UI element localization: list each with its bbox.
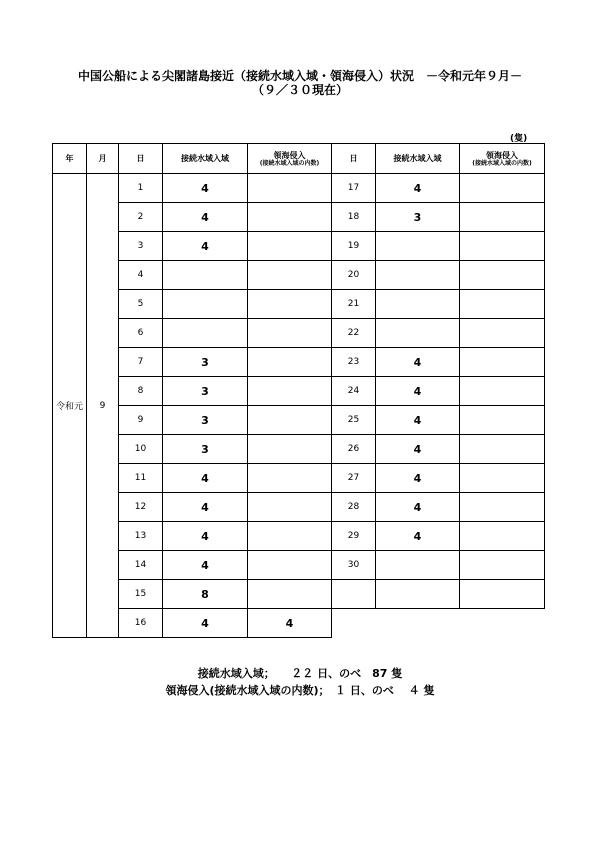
contiguous-count-cell: 3 [163, 377, 248, 406]
header-territorial-main: 領海侵入 [273, 150, 306, 160]
territorial-count-cell [248, 580, 332, 609]
header-row [53, 144, 545, 174]
day-cell [332, 580, 376, 609]
territorial-count-cell [460, 522, 545, 551]
contiguous-count-cell [163, 261, 248, 290]
contiguous-count-cell [163, 290, 248, 319]
territorial-count-cell [460, 580, 545, 609]
contiguous-count-cell: 4 [376, 174, 460, 203]
day-cell: 9 [119, 406, 163, 435]
territorial-count-cell [248, 261, 332, 290]
as-of-date: （９／３０現在） [251, 83, 348, 97]
day-cell: 5 [119, 290, 163, 319]
day-cell: 25 [332, 406, 376, 435]
day-cell: 13 [119, 522, 163, 551]
day-cell: 18 [332, 203, 376, 232]
table-row [53, 464, 545, 493]
table-row [53, 232, 545, 261]
table-row [53, 203, 545, 232]
contiguous-count-cell: 3 [376, 203, 460, 232]
summary-territorial-text: 領海侵入(接続水域入域の内数)； １ 日、のべ ４ 隻 [165, 684, 435, 697]
contiguous-count-cell: 4 [376, 406, 460, 435]
contiguous-count-cell: 4 [376, 493, 460, 522]
table-row [53, 174, 545, 203]
contiguous-count-cell [376, 232, 460, 261]
header-territorial-sub: (接続水域入域の内数) [472, 159, 532, 167]
contiguous-count-cell: 4 [376, 522, 460, 551]
territorial-count-cell [460, 319, 545, 348]
contiguous-count-cell [376, 261, 460, 290]
territorial-count-cell [248, 348, 332, 377]
contiguous-count-cell: 4 [163, 551, 248, 580]
contiguous-count-cell [163, 319, 248, 348]
territorial-count-cell [248, 406, 332, 435]
header-contiguous-left: 接続水域入域 [163, 144, 248, 174]
header-territorial-sub: (接続水域入域の内数) [259, 159, 320, 167]
day-cell: 3 [119, 232, 163, 261]
header-territorial-right [460, 144, 545, 174]
territorial-count-cell [248, 174, 332, 203]
territorial-count-cell: 4 [248, 609, 332, 638]
day-cell: 8 [119, 377, 163, 406]
contiguous-count-cell [376, 551, 460, 580]
day-cell: 4 [119, 261, 163, 290]
day-cell: 6 [119, 319, 163, 348]
table-row [53, 551, 545, 580]
day-cell: 19 [332, 232, 376, 261]
contiguous-count-cell: 4 [163, 522, 248, 551]
territorial-count-cell [460, 435, 545, 464]
summary-contiguous-text: 接続水域入域； ２２ 日、のべ 87 隻 [197, 667, 403, 680]
table-row [53, 580, 545, 609]
table-row [53, 261, 545, 290]
contiguous-count-cell: 3 [163, 435, 248, 464]
territorial-count-cell [460, 203, 545, 232]
territorial-count-cell [248, 232, 332, 261]
table-row [53, 319, 545, 348]
territorial-count-cell [460, 232, 545, 261]
contiguous-count-cell: 4 [163, 609, 248, 638]
territorial-count-cell [460, 551, 545, 580]
table-row [53, 522, 545, 551]
table-row [53, 290, 545, 319]
territorial-count-cell [248, 377, 332, 406]
vessel-approach-table [52, 143, 545, 638]
table-row [53, 435, 545, 464]
header-territorial-main: 領海侵入 [486, 150, 518, 160]
day-cell: 29 [332, 522, 376, 551]
territorial-count-cell [248, 203, 332, 232]
summary-contiguous [0, 666, 600, 682]
day-cell: 24 [332, 377, 376, 406]
day-cell: 14 [119, 551, 163, 580]
table-row [53, 493, 545, 522]
contiguous-count-cell: 4 [163, 203, 248, 232]
day-cell: 21 [332, 290, 376, 319]
territorial-count-cell [460, 290, 545, 319]
contiguous-count-cell: 4 [163, 493, 248, 522]
contiguous-count-cell: 4 [376, 435, 460, 464]
contiguous-count-cell: 4 [376, 348, 460, 377]
day-cell: 12 [119, 493, 163, 522]
day-cell: 20 [332, 261, 376, 290]
territorial-count-cell [460, 174, 545, 203]
territorial-count-cell [248, 435, 332, 464]
contiguous-count-cell: 4 [163, 232, 248, 261]
contiguous-count-cell: 4 [376, 464, 460, 493]
day-cell: 23 [332, 348, 376, 377]
contiguous-count-cell: 4 [376, 377, 460, 406]
territorial-count-cell [460, 493, 545, 522]
contiguous-count-cell: 8 [163, 580, 248, 609]
territorial-count-cell [248, 522, 332, 551]
table-row [53, 348, 545, 377]
contiguous-count-cell: 4 [163, 464, 248, 493]
day-cell: 1 [119, 174, 163, 203]
header-month: 月 [87, 144, 119, 174]
territorial-count-cell [460, 406, 545, 435]
month-cell: 9 [87, 174, 119, 638]
day-cell: 26 [332, 435, 376, 464]
header-territorial-left [248, 144, 332, 174]
territorial-count-cell [248, 493, 332, 522]
header-day-right: 日 [332, 144, 376, 174]
day-cell: 2 [119, 203, 163, 232]
territorial-count-cell [460, 464, 545, 493]
day-cell: 16 [119, 609, 163, 638]
summary-territorial [0, 683, 600, 699]
empty-area [332, 609, 545, 638]
territorial-count-cell [460, 261, 545, 290]
territorial-count-cell [248, 464, 332, 493]
era-cell: 令和元 [53, 174, 87, 638]
day-cell: 11 [119, 464, 163, 493]
document-title: 中国公船による尖閣諸島接近（接続水域入域・領海侵入）状況 －令和元年９月－ [77, 69, 522, 83]
table-row [53, 406, 545, 435]
contiguous-count-cell [376, 290, 460, 319]
unit-label: (隻) [510, 134, 528, 144]
table-row [53, 377, 545, 406]
day-cell: 17 [332, 174, 376, 203]
day-cell: 10 [119, 435, 163, 464]
header-day-left: 日 [119, 144, 163, 174]
territorial-count-cell [248, 319, 332, 348]
table-row [53, 609, 545, 638]
day-cell: 28 [332, 493, 376, 522]
day-cell: 15 [119, 580, 163, 609]
day-cell: 7 [119, 348, 163, 377]
territorial-count-cell [460, 377, 545, 406]
day-cell: 27 [332, 464, 376, 493]
contiguous-count-cell [376, 580, 460, 609]
day-cell: 22 [332, 319, 376, 348]
territorial-count-cell [460, 348, 545, 377]
contiguous-count-cell [376, 319, 460, 348]
header-contiguous-right: 接続水域入域 [376, 144, 460, 174]
header-year: 年 [53, 144, 87, 174]
contiguous-count-cell: 4 [163, 174, 248, 203]
territorial-count-cell [248, 290, 332, 319]
contiguous-count-cell: 3 [163, 348, 248, 377]
territorial-count-cell [248, 551, 332, 580]
day-cell: 30 [332, 551, 376, 580]
contiguous-count-cell: 3 [163, 406, 248, 435]
